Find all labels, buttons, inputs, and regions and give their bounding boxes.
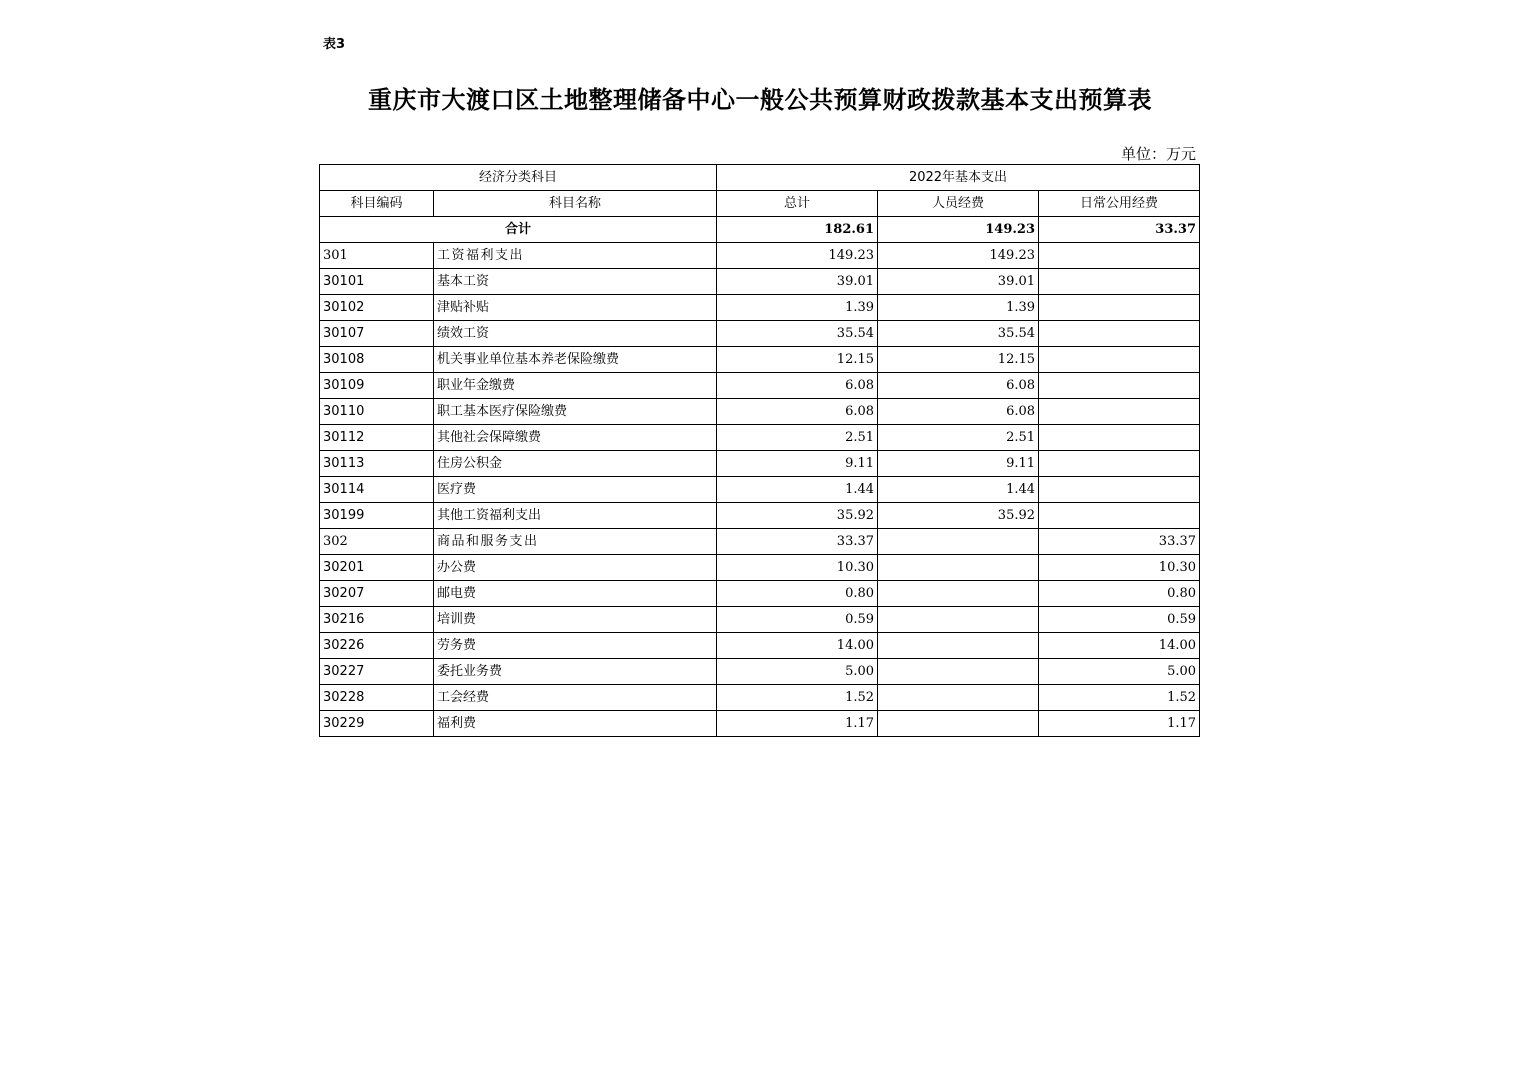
table-row xyxy=(320,711,1200,737)
cell-code: 30201 xyxy=(320,555,434,581)
cell-personnel: 35.54 xyxy=(878,321,1039,347)
cell-total: 35.54 xyxy=(717,321,878,347)
cell-public xyxy=(1039,321,1200,347)
cell-personnel: 2.51 xyxy=(878,425,1039,451)
header-personnel: 人员经费 xyxy=(878,191,1039,217)
table-row xyxy=(320,399,1200,425)
header-basic-expense: 2022年基本支出 xyxy=(717,165,1200,191)
cell-public xyxy=(1039,503,1200,529)
cell-public xyxy=(1039,295,1200,321)
cell-personnel: 149.23 xyxy=(878,243,1039,269)
table-row xyxy=(320,295,1200,321)
cell-total: 5.00 xyxy=(717,659,878,685)
cell-personnel: 1.44 xyxy=(878,477,1039,503)
cell-total: 0.59 xyxy=(717,607,878,633)
cell-code: 30114 xyxy=(320,477,434,503)
cell-personnel xyxy=(878,607,1039,633)
cell-code: 30102 xyxy=(320,295,434,321)
cell-public: 1.17 xyxy=(1039,711,1200,737)
cell-total: 12.15 xyxy=(717,347,878,373)
cell-name: 基本工资 xyxy=(434,269,717,295)
cell-code: 30113 xyxy=(320,451,434,477)
document-title: 重庆市大渡口区土地整理储备中心一般公共预算财政拨款基本支出预算表 xyxy=(368,86,1152,114)
cell-name: 劳务费 xyxy=(434,633,717,659)
cell-total: 10.30 xyxy=(717,555,878,581)
cell-public xyxy=(1039,373,1200,399)
cell-name: 商品和服务支出 xyxy=(434,529,717,555)
cell-code: 30207 xyxy=(320,581,434,607)
cell-name: 福利费 xyxy=(434,711,717,737)
budget-table-body xyxy=(320,165,1200,737)
cell-name: 其他工资福利支出 xyxy=(434,503,717,529)
cell-personnel: 6.08 xyxy=(878,373,1039,399)
cell-name: 机关事业单位基本养老保险缴费 xyxy=(434,347,717,373)
cell-name: 委托业务费 xyxy=(434,659,717,685)
cell-code: 30226 xyxy=(320,633,434,659)
cell-name: 其他社会保障缴费 xyxy=(434,425,717,451)
cell-personnel: 9.11 xyxy=(878,451,1039,477)
table-row xyxy=(320,347,1200,373)
cell-public: 14.00 xyxy=(1039,633,1200,659)
cell-public: 33.37 xyxy=(1039,529,1200,555)
cell-total: 2.51 xyxy=(717,425,878,451)
table-row xyxy=(320,607,1200,633)
cell-personnel xyxy=(878,529,1039,555)
header-code: 科目编码 xyxy=(320,191,434,217)
table-row xyxy=(320,425,1200,451)
cell-public xyxy=(1039,477,1200,503)
cell-total: 6.08 xyxy=(717,373,878,399)
header-total: 总计 xyxy=(717,191,878,217)
cell-personnel xyxy=(878,581,1039,607)
cell-code: 30229 xyxy=(320,711,434,737)
cell-name: 津贴补贴 xyxy=(434,295,717,321)
cell-public xyxy=(1039,399,1200,425)
table-row xyxy=(320,659,1200,685)
total-public: 33.37 xyxy=(1039,217,1200,243)
cell-code: 30109 xyxy=(320,373,434,399)
cell-personnel: 6.08 xyxy=(878,399,1039,425)
cell-code: 30112 xyxy=(320,425,434,451)
cell-name: 职工基本医疗保险缴费 xyxy=(434,399,717,425)
header-public: 日常公用经费 xyxy=(1039,191,1200,217)
table-number: 表3 xyxy=(323,37,346,52)
cell-code: 302 xyxy=(320,529,434,555)
table-row xyxy=(320,685,1200,711)
cell-personnel: 39.01 xyxy=(878,269,1039,295)
cell-public xyxy=(1039,243,1200,269)
cell-code: 30216 xyxy=(320,607,434,633)
cell-code: 30110 xyxy=(320,399,434,425)
cell-name: 住房公积金 xyxy=(434,451,717,477)
table-row xyxy=(320,477,1200,503)
cell-personnel xyxy=(878,711,1039,737)
total-amount: 182.61 xyxy=(717,217,878,243)
budget-table xyxy=(319,164,1200,737)
cell-total: 39.01 xyxy=(717,269,878,295)
cell-code: 30108 xyxy=(320,347,434,373)
cell-total: 35.92 xyxy=(717,503,878,529)
cell-personnel: 1.39 xyxy=(878,295,1039,321)
cell-personnel xyxy=(878,633,1039,659)
cell-personnel xyxy=(878,555,1039,581)
cell-name: 绩效工资 xyxy=(434,321,717,347)
cell-total: 149.23 xyxy=(717,243,878,269)
cell-code: 30101 xyxy=(320,269,434,295)
cell-public: 5.00 xyxy=(1039,659,1200,685)
cell-name: 工会经费 xyxy=(434,685,717,711)
cell-name: 医疗费 xyxy=(434,477,717,503)
cell-code: 30227 xyxy=(320,659,434,685)
cell-public: 0.80 xyxy=(1039,581,1200,607)
cell-personnel xyxy=(878,685,1039,711)
cell-public xyxy=(1039,269,1200,295)
table-row xyxy=(320,373,1200,399)
cell-total: 9.11 xyxy=(717,451,878,477)
cell-public: 10.30 xyxy=(1039,555,1200,581)
cell-code: 30228 xyxy=(320,685,434,711)
table-row xyxy=(320,581,1200,607)
header-classification: 经济分类科目 xyxy=(320,165,717,191)
total-label: 合计 xyxy=(320,217,717,243)
unit-label: 单位：万元 xyxy=(1120,145,1196,163)
cell-code: 30107 xyxy=(320,321,434,347)
group-header-row xyxy=(320,165,1200,191)
cell-public: 1.52 xyxy=(1039,685,1200,711)
cell-total: 1.17 xyxy=(717,711,878,737)
cell-name: 职业年金缴费 xyxy=(434,373,717,399)
cell-total: 6.08 xyxy=(717,399,878,425)
cell-total: 1.44 xyxy=(717,477,878,503)
table-row xyxy=(320,503,1200,529)
cell-code: 30199 xyxy=(320,503,434,529)
cell-code: 301 xyxy=(320,243,434,269)
table-row xyxy=(320,555,1200,581)
cell-total: 1.52 xyxy=(717,685,878,711)
cell-total: 0.80 xyxy=(717,581,878,607)
cell-name: 培训费 xyxy=(434,607,717,633)
cell-total: 1.39 xyxy=(717,295,878,321)
cell-public xyxy=(1039,425,1200,451)
cell-total: 33.37 xyxy=(717,529,878,555)
table-row xyxy=(320,321,1200,347)
cell-name: 办公费 xyxy=(434,555,717,581)
cell-public: 0.59 xyxy=(1039,607,1200,633)
total-personnel: 149.23 xyxy=(878,217,1039,243)
cell-personnel: 12.15 xyxy=(878,347,1039,373)
cell-public xyxy=(1039,347,1200,373)
cell-personnel xyxy=(878,659,1039,685)
cell-name: 邮电费 xyxy=(434,581,717,607)
table-row xyxy=(320,451,1200,477)
column-header-row xyxy=(320,191,1200,217)
table-row xyxy=(320,269,1200,295)
cell-total: 14.00 xyxy=(717,633,878,659)
total-row xyxy=(320,217,1200,243)
cell-personnel: 35.92 xyxy=(878,503,1039,529)
header-name: 科目名称 xyxy=(434,191,717,217)
table-row xyxy=(320,529,1200,555)
table-row xyxy=(320,633,1200,659)
cell-public xyxy=(1039,451,1200,477)
table-row xyxy=(320,243,1200,269)
cell-name: 工资福利支出 xyxy=(434,243,717,269)
